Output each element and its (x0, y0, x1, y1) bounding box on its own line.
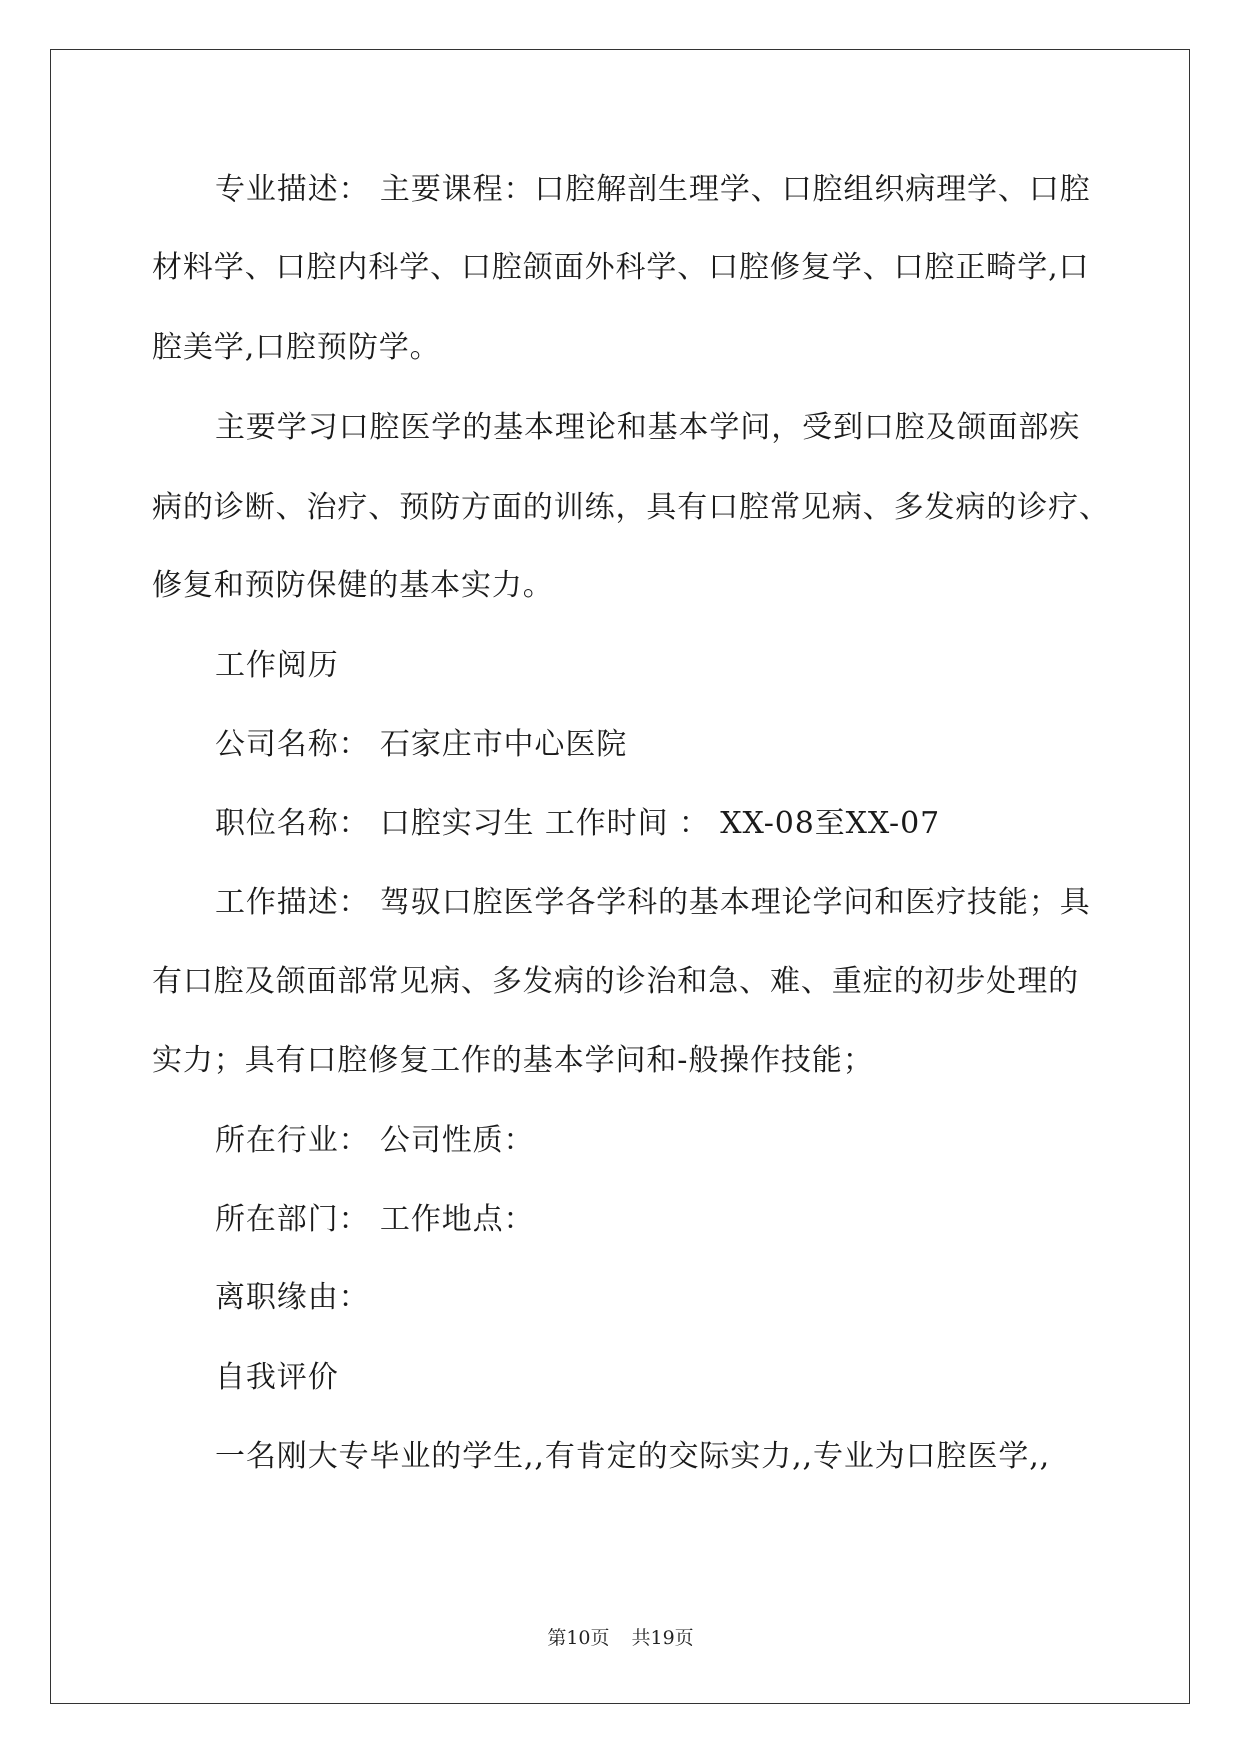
study-paragraph-line-3: 修复和预防保健的基本实力。 (152, 568, 554, 603)
section-heading-work-experience: 工作阅历 (215, 648, 339, 683)
course-description-line-1: 专业描述： 主要课程：口腔解剖生理学、口腔组织病理学、口腔 (215, 172, 1091, 207)
department-line: 所在部门： 工作地点： (215, 1202, 535, 1237)
course-description-line-3: 腔美学,口腔预防学。 (152, 330, 441, 365)
section-heading-self-evaluation: 自我评价 (215, 1360, 339, 1395)
total-pages: 共19页 (631, 1627, 694, 1649)
company-name-line: 公司名称： 石家庄市中心医院 (215, 727, 628, 762)
self-evaluation-line-1: 一名刚大专毕业的学生,,有肯定的交际实力,,专业为口腔医学,, (215, 1439, 1051, 1474)
study-paragraph-line-1: 主要学习口腔医学的基本理论和基本学问，受到口腔及颌面部疾 (215, 410, 1081, 445)
study-paragraph-line-2: 病的诊断、治疗、预防方面的训练，具有口腔常见病、多发病的诊疗、 (152, 490, 1110, 525)
industry-line: 所在行业： 公司性质： (215, 1123, 535, 1158)
course-description-line-2: 材料学、口腔内科学、口腔颌面外科学、口腔修复学、口腔正畸学,口 (152, 250, 1090, 285)
page-footer (0, 1626, 1241, 1650)
job-description-line-3: 实力；具有口腔修复工作的基本学问和-般操作技能； (152, 1043, 874, 1078)
leaving-reason-line: 离职缘由： (215, 1280, 370, 1315)
position-and-time-line: 职位名称： 口腔实习生 工作时间 ： XX-08至XX-07 (215, 806, 941, 841)
job-description-line-2: 有口腔及颌面部常见病、多发病的诊治和急、难、重症的初步处理的 (152, 964, 1079, 999)
job-description-line-1: 工作描述： 驾驭口腔医学各学科的基本理论学问和医疗技能；具 (215, 885, 1091, 920)
current-page-number: 第10页 (547, 1627, 610, 1649)
